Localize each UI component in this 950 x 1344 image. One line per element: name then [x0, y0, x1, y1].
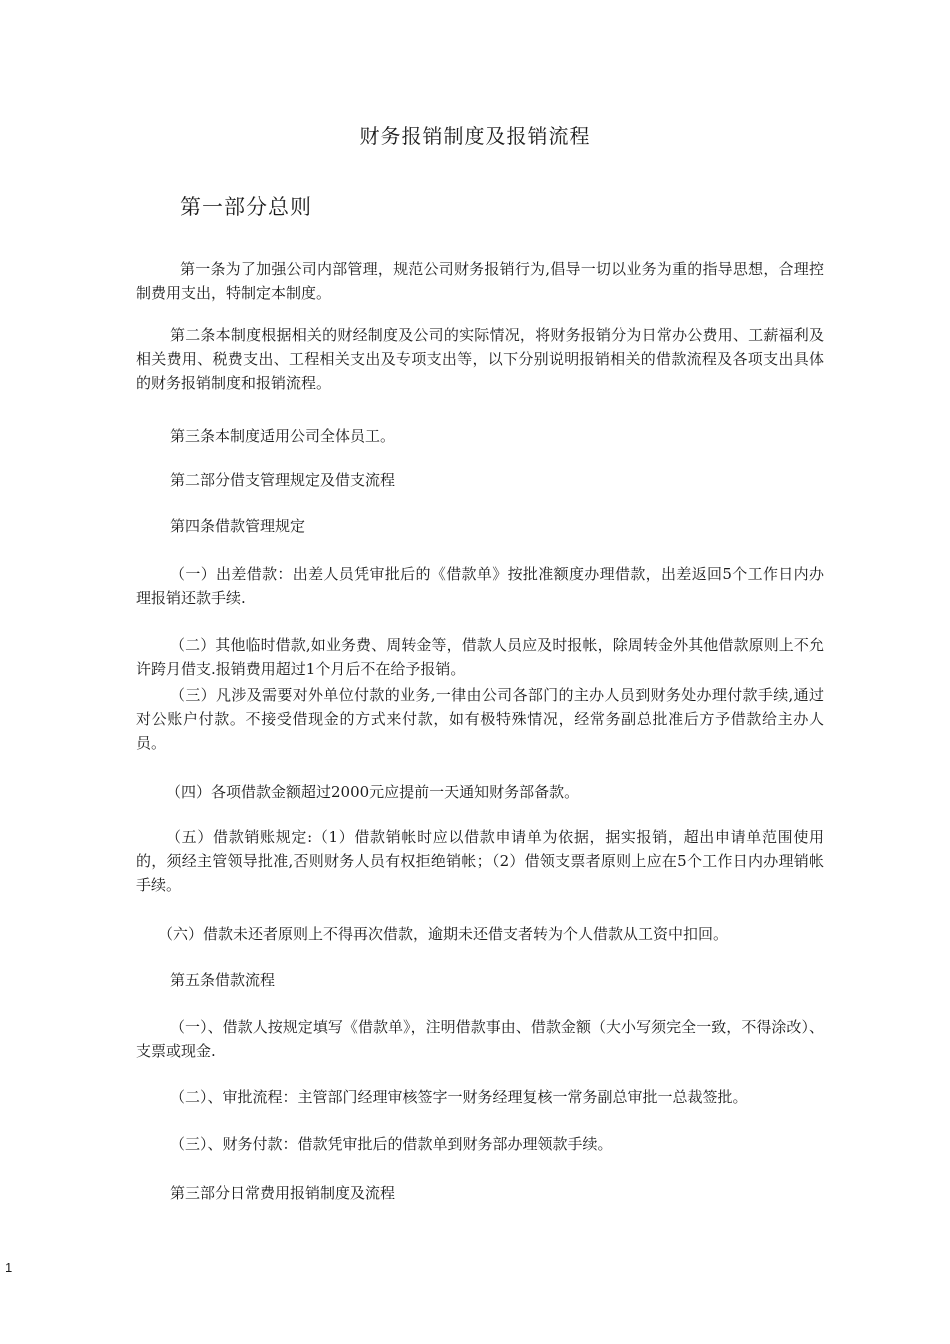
document-title: 财务报销制度及报销流程: [359, 124, 591, 148]
article-4-item-2: （二）其他临时借款,如业务费、周转金等，借款人员应及时报帐，除周转金外其他借款原则上不允许跨月借支.报销费用超过1个月后不在给予报销。: [136, 636, 824, 678]
article-5-step-3: （三）、财务付款：借款凭审批后的借款单到财务部办理领款手续。: [170, 1135, 613, 1153]
article-5-step-1: （一）、借款人按规定填写《借款单》，注明借款事由、借款金额（大小写须完全一致，不得涂改）、支票或现金.: [136, 1018, 824, 1060]
page-number: 1: [5, 1260, 13, 1275]
article-1: 第一条为了加强公司内部管理，规范公司财务报销行为,倡导一切以业务为重的指导思想，合理控制费用支出，特制定本制度。: [136, 260, 824, 302]
article-5-step-2: （二）、审批流程：主管部门经理审核签字一财务经理复核一常务副总审批一总裁签批。: [170, 1088, 748, 1106]
article-3: 第三条本制度适用公司全体员工。: [170, 427, 396, 445]
article-4-item-4: （四）各项借款金额超过2000元应提前一天通知财务部备款。: [166, 783, 580, 801]
part-one-heading: 第一部分总则: [180, 195, 312, 219]
part-three-heading: 第三部分日常费用报销制度及流程: [170, 1184, 396, 1202]
article-4-item-1: （一）出差借款：出差人员凭审批后的《借款单》按批准额度办理借款，出差返回5个工作日内办理报销还款手续.: [136, 565, 824, 607]
article-2: 第二条本制度根据相关的财经制度及公司的实际情况，将财务报销分为日常办公费用、工薪福利及相关费用、税费支出、工程相关支出及专项支出等，以下分别说明报销相关的借款流程及各项支出具体的财务报销制度和报销流程。: [136, 326, 824, 392]
article-4-item-3: （三）凡涉及需要对外单位付款的业务,一律由公司各部门的主办人员到财务处办理付款手续,通过对公账户付款。不接受借现金的方式来付款，如有极特殊情况，经常务副总批准后方予借款给主办人员。: [136, 686, 824, 752]
article-4-item-6: （六）借款未还者原则上不得再次借款，逾期未还借支者转为个人借款从工资中扣回。: [158, 925, 729, 943]
article-4-heading: 第四条借款管理规定: [170, 517, 306, 535]
article-4-item-5: （五）借款销账规定:（1）借款销帐时应以借款申请单为依据，据实报销，超出申请单范围使用的，须经主管领导批准,否则财务人员有权拒绝销帐；（2）借领支票者原则上应在5个工作日内办理销帐手续。: [136, 828, 824, 894]
part-two-heading: 第二部分借支管理规定及借支流程: [170, 471, 396, 489]
article-5-heading: 第五条借款流程: [170, 971, 276, 989]
